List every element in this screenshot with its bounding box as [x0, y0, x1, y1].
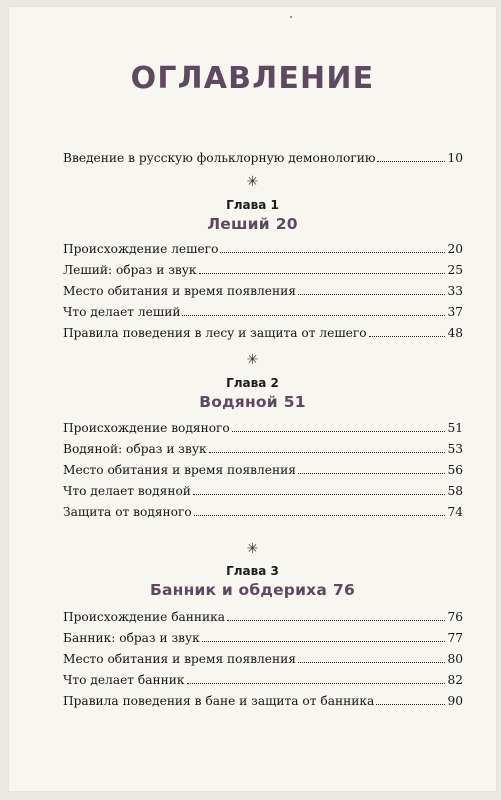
chapter-1-entries — [63, 235, 463, 340]
toc-entry-page: 77 — [447, 631, 463, 645]
dot-leader — [209, 452, 446, 453]
chapter-3-page: 76 — [333, 581, 356, 599]
toc-entry-label: Что делает водяной — [63, 484, 191, 498]
toc-entry-label: Правила поведения в лесу и защита от лешего — [63, 326, 367, 340]
toc-entry[interactable] — [63, 256, 463, 277]
chapter-3-title-text: Банник и обдериха — [149, 581, 328, 599]
toc-entry[interactable] — [63, 687, 463, 708]
dot-leader — [194, 515, 446, 516]
toc-entry[interactable] — [63, 624, 463, 645]
chapter-1-label: Глава 1 — [226, 198, 279, 212]
chapter-2-label: Глава 2 — [226, 376, 279, 390]
toc-entry-page: 20 — [447, 242, 463, 256]
toc-entry-page: 58 — [447, 484, 463, 498]
chapter-3-heading — [8, 564, 497, 599]
intro-section — [63, 144, 463, 165]
toc-entry-label: Место обитания и время появления — [63, 463, 296, 477]
page-title: ОГЛАВЛЕНИЕ — [130, 61, 375, 96]
toc-entry-page: 76 — [447, 610, 463, 624]
toc-entry-label: Происхождение банника — [63, 610, 226, 624]
toc-entry-label: Водяной: образ и звук — [63, 442, 207, 456]
dot-leader — [232, 431, 446, 432]
separator-star-icon: ✳ — [246, 352, 259, 368]
toc-entry[interactable] — [63, 666, 463, 687]
toc-entry-label: Место обитания и время появления — [63, 652, 296, 666]
toc-entry[interactable] — [63, 298, 463, 319]
chapter-2-heading — [8, 376, 497, 411]
toc-entry-label: Происхождение водяного — [63, 421, 230, 435]
toc-entry-page: 48 — [447, 326, 463, 340]
chapter-2-title[interactable] — [8, 393, 497, 411]
toc-entry[interactable] — [63, 456, 463, 477]
toc-entry-label: Банник: образ и звук — [63, 631, 200, 645]
chapter-1-heading — [8, 198, 497, 233]
toc-entry-label: Что делает банник — [63, 673, 185, 687]
chapter-2-page: 51 — [283, 393, 306, 411]
chapter-2-title-text: Водяной — [199, 393, 278, 411]
dot-leader — [182, 315, 445, 316]
dot-leader — [369, 336, 446, 337]
toc-entry-label: Что делает леший — [63, 305, 181, 319]
chapter-3-label: Глава 3 — [226, 564, 279, 578]
separator-star-icon: ✳ — [246, 541, 259, 557]
dot-leader — [377, 161, 445, 162]
toc-entry-page: 51 — [447, 421, 463, 435]
dot-leader — [376, 704, 445, 705]
dot-leader — [298, 294, 446, 295]
toc-entry[interactable] — [63, 477, 463, 498]
toc-entry-label: Происхождение лешего — [63, 242, 219, 256]
toc-entry[interactable] — [63, 435, 463, 456]
toc-entry[interactable] — [63, 319, 463, 340]
toc-entry-page: 80 — [447, 652, 463, 666]
chapter-1-page: 20 — [275, 215, 298, 233]
toc-entry[interactable] — [63, 235, 463, 256]
toc-entry[interactable] — [63, 603, 463, 624]
dot-leader — [298, 662, 446, 663]
toc-entry-label: Правила поведения в бане и защита от банника — [63, 694, 375, 708]
toc-entry-label: Защита от водяного — [63, 505, 192, 519]
toc-entry[interactable] — [63, 498, 463, 519]
dot-leader — [187, 683, 446, 684]
toc-entry[interactable] — [63, 414, 463, 435]
toc-entry-page: 82 — [447, 673, 463, 687]
dot-leader — [227, 620, 445, 621]
dot-leader — [298, 473, 446, 474]
toc-entry-page: 33 — [447, 284, 463, 298]
dot-leader — [202, 641, 446, 642]
toc-entry-label: Леший: образ и звук — [63, 263, 197, 277]
toc-entry-page: 25 — [447, 263, 463, 277]
toc-entry-page: 90 — [447, 694, 463, 708]
toc-entry-page: 53 — [447, 442, 463, 456]
page-speck — [290, 16, 292, 18]
chapter-2-entries — [63, 414, 463, 519]
dot-leader — [193, 494, 446, 495]
chapter-1-title-text: Леший — [207, 215, 270, 233]
separator-star-icon: ✳ — [246, 174, 259, 190]
chapter-1-title[interactable] — [8, 215, 497, 233]
toc-entry-page: 74 — [447, 505, 463, 519]
toc-entry-page: 37 — [447, 305, 463, 319]
dot-leader — [220, 252, 445, 253]
toc-entry-page: 10 — [447, 151, 463, 165]
toc-entry[interactable] — [63, 645, 463, 666]
chapter-3-entries — [63, 603, 463, 708]
toc-entry-page: 56 — [447, 463, 463, 477]
toc-entry-label: Место обитания и время появления — [63, 284, 296, 298]
book-page — [8, 6, 497, 792]
chapter-3-title[interactable] — [8, 581, 497, 599]
toc-entry-intro[interactable] — [63, 144, 463, 165]
dot-leader — [199, 273, 446, 274]
toc-entry[interactable] — [63, 277, 463, 298]
toc-entry-label: Введение в русскую фольклорную демонологию — [63, 151, 376, 165]
